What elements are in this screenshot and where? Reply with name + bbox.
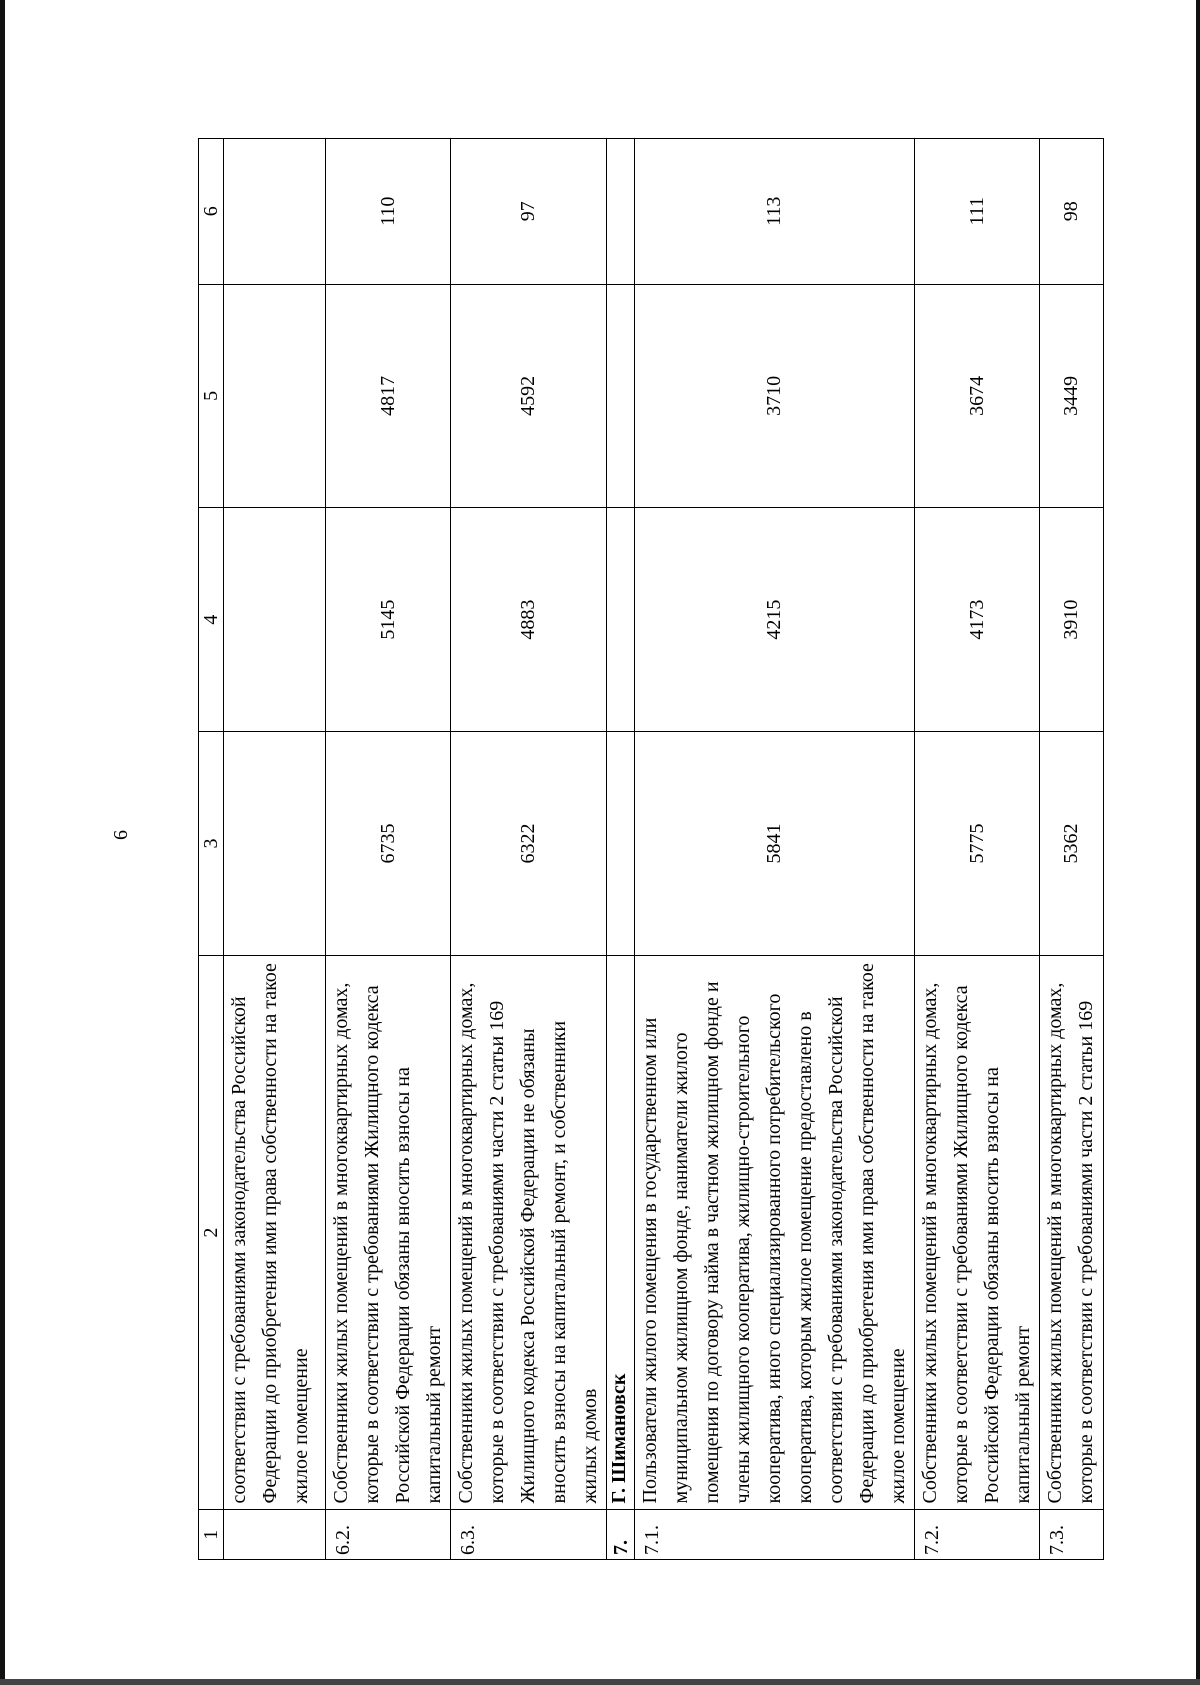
- row-value-col4: 4215: [635, 508, 915, 732]
- row-value-col4: 4883: [451, 508, 607, 732]
- row-value-col5: 3710: [635, 284, 915, 508]
- row-description: соответствии с требованиями законодательства Российской Федерации до приобретения ими права собственности на такое жилое помещение: [224, 955, 326, 1510]
- row-value-col5: [224, 284, 326, 508]
- scan-edge-bottom: [0, 1679, 1200, 1685]
- rotated-table-container: [198, 138, 1097, 1560]
- table-row: [451, 139, 607, 1560]
- row-number: [224, 1510, 326, 1560]
- row-value-col6: [224, 139, 326, 285]
- row-description: Собственники жилых помещений в многоквартирных домах, которые в соответствии с требованиями Жилищного кодекса Российской Федерации обязаны вносить взносы на капитальный ремонт: [326, 955, 451, 1510]
- table-header-row: [199, 139, 224, 1560]
- row-number: 7.2.: [915, 1510, 1040, 1560]
- row-value-col5: 3449: [1040, 284, 1104, 508]
- row-value-col3: 5841: [635, 732, 915, 956]
- row-value-col4: 4173: [915, 508, 1040, 732]
- table-row: [326, 139, 451, 1560]
- tariff-table: [198, 138, 1104, 1560]
- table-row: [1040, 139, 1104, 1560]
- row-description: Собственники жилых помещений в многоквартирных домах, которые в соответствии с требованиями Жилищного кодекса Российской Федерации обязаны вносить взносы на капитальный ремонт: [915, 955, 1040, 1510]
- row-value-col4: [224, 508, 326, 732]
- row-description: Пользователи жилого помещения в государственном или муниципальном жилищном фонде, наниматели жилого помещения по договору найма в частном жилищном фонде и члены жилищного кооператива, жилищно-строительного кооператива, иного специализированного потребительского кооператива, которым жилое помещение предоставлено в соответствии с требованиями законодательства Российской Федерации до приобретения ими права собственности на такое жилое помещение: [635, 955, 915, 1510]
- row-description: Собственники жилых помещений в многоквартирных домах, которые в соответствии с требованиями части 2 статьи 169 Жилищного кодекса Российской Федерации не обязаны вносить взносы на капитальный ремонт, и собственники жилых домов: [451, 955, 607, 1510]
- row-value-col3: [224, 732, 326, 956]
- row-value-col6: 113: [635, 139, 915, 285]
- page-number: 6: [110, 830, 132, 840]
- row-value-col3: 6322: [451, 732, 607, 956]
- row-value-col6: 98: [1040, 139, 1104, 285]
- row-value-col4: 5145: [326, 508, 451, 732]
- header-cell-4: 4: [199, 508, 224, 732]
- table-row: [224, 139, 326, 1560]
- row-value-col3: 6735: [326, 732, 451, 956]
- row-value-col3: 5362: [1040, 732, 1104, 956]
- row-number: 6.2.: [326, 1510, 451, 1560]
- row-value-col6: 110: [326, 139, 451, 285]
- scan-edge-left: [0, 0, 5, 1685]
- scan-edge-right: [1196, 0, 1200, 1685]
- row-value-col5: 4592: [451, 284, 607, 508]
- row-number: 7.3.: [1040, 1510, 1104, 1560]
- section-title: Г. Шимановск: [607, 955, 635, 1510]
- header-cell-3: 3: [199, 732, 224, 956]
- row-value-col6: 111: [915, 139, 1040, 285]
- row-value-col3: [607, 732, 635, 956]
- header-cell-5: 5: [199, 284, 224, 508]
- header-cell-6: 6: [199, 139, 224, 285]
- row-value-col4: [607, 508, 635, 732]
- row-value-col6: [607, 139, 635, 285]
- row-value-col4: 3910: [1040, 508, 1104, 732]
- header-cell-1: 1: [199, 1510, 224, 1560]
- row-number: 7.1.: [635, 1510, 915, 1560]
- row-number: 6.3.: [451, 1510, 607, 1560]
- header-cell-2: 2: [199, 955, 224, 1510]
- table-row: [915, 139, 1040, 1560]
- table-row: [635, 139, 915, 1560]
- row-value-col5: 3674: [915, 284, 1040, 508]
- row-description: Собственники жилых помещений в многоквартирных домах, которые в соответствии с требованиями части 2 статьи 169: [1040, 955, 1104, 1510]
- section-number: 7.: [607, 1510, 635, 1560]
- row-value-col5: [607, 284, 635, 508]
- row-value-col6: 97: [451, 139, 607, 285]
- row-value-col3: 5775: [915, 732, 1040, 956]
- section-row: [607, 139, 635, 1560]
- row-value-col5: 4817: [326, 284, 451, 508]
